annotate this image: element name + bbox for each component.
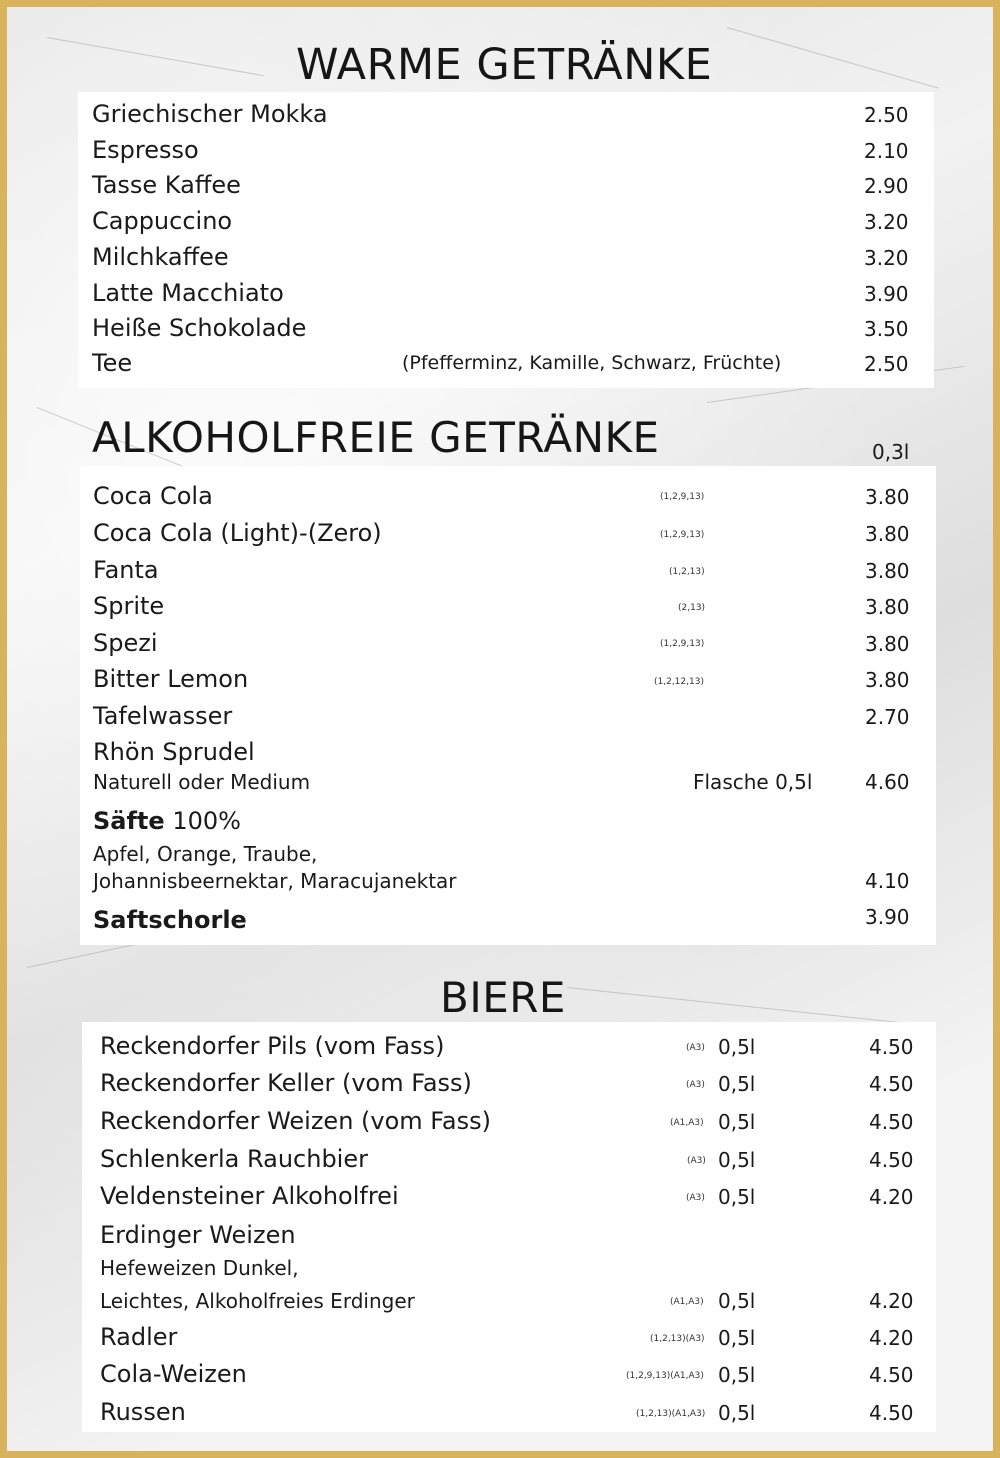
- item-price: 3.90: [865, 905, 910, 929]
- item-name: Cola-Weizen: [100, 1360, 247, 1388]
- item-price: 4.60: [865, 770, 910, 794]
- allergen-codes: (1,2,13): [669, 567, 705, 577]
- item-price: 4.50: [869, 1072, 914, 1096]
- item-price: 2.10: [864, 139, 909, 163]
- item-name: Rhön Sprudel: [93, 738, 255, 766]
- item-price: 3.80: [865, 595, 910, 619]
- item-price: 2.50: [864, 103, 909, 127]
- item-subtitle: Johannisbeernektar, Maracujanektar: [93, 869, 457, 893]
- item-name: Heiße Schokolade: [92, 314, 307, 342]
- allergen-codes: (1,2,9,13)(A1,A3): [626, 1371, 704, 1381]
- item-price: 2.70: [865, 705, 910, 729]
- allergen-codes: (1,2,9,13): [660, 639, 705, 649]
- item-price: 3.90: [864, 282, 909, 306]
- item-price: 4.20: [869, 1289, 914, 1313]
- item-name: Schlenkerla Rauchbier: [100, 1145, 368, 1173]
- marble-vein: [47, 37, 264, 76]
- item-price: 3.80: [865, 668, 910, 692]
- allergen-codes: (A3): [686, 1080, 705, 1090]
- item-price: 3.80: [865, 632, 910, 656]
- panel-alkoholfrei: [80, 466, 936, 945]
- item-size: 0,5l: [718, 1401, 756, 1425]
- item-price: 4.20: [869, 1326, 914, 1350]
- allergen-codes: (2,13): [678, 603, 706, 613]
- item-subtitle: Hefeweizen Dunkel,: [100, 1256, 299, 1280]
- item-name: Coca Cola: [93, 482, 213, 510]
- item-name: Tafelwasser: [93, 702, 233, 730]
- allergen-codes: (1,2,9,13): [660, 530, 705, 540]
- allergen-codes: (A3): [687, 1156, 706, 1166]
- item-price: 4.50: [869, 1401, 914, 1425]
- item-name: Reckendorfer Pils (vom Fass): [100, 1032, 445, 1060]
- item-size: 0,5l: [718, 1326, 756, 1350]
- item-name: Russen: [100, 1398, 186, 1426]
- item-name-bold: Säfte: [93, 807, 165, 835]
- marble-vein: [727, 27, 939, 89]
- item-price: 4.10: [865, 869, 910, 893]
- item-name: Spezi: [93, 629, 158, 657]
- item-size: 0,5l: [718, 1185, 756, 1209]
- item-name: Tasse Kaffee: [92, 171, 241, 199]
- section-heading-alkoholfrei: ALKOHOLFREIE GETRÄNKE: [92, 413, 660, 462]
- item-name: Reckendorfer Keller (vom Fass): [100, 1069, 472, 1097]
- item-price: 4.50: [869, 1110, 914, 1134]
- item-price: 3.50: [864, 317, 909, 341]
- item-subtitle: Apfel, Orange, Traube,: [93, 842, 318, 866]
- item-name: Reckendorfer Weizen (vom Fass): [100, 1107, 491, 1135]
- item-price: 2.50: [864, 352, 909, 376]
- item-name-rest: 100%: [172, 807, 241, 835]
- allergen-codes: (A3): [686, 1043, 705, 1053]
- item-price: 4.50: [869, 1363, 914, 1387]
- item-price: 3.20: [864, 246, 909, 270]
- item-price: 3.80: [865, 522, 910, 546]
- item-name: Griechischer Mokka: [92, 100, 328, 128]
- item-name: Sprite: [93, 592, 165, 620]
- item-name: Latte Macchiato: [92, 279, 284, 307]
- panel-biere: [82, 1022, 936, 1432]
- allergen-codes: (1,2,9,13): [660, 492, 705, 502]
- item-price: 4.20: [869, 1185, 914, 1209]
- item-size: 0,5l: [718, 1148, 756, 1172]
- item-note: (Pfefferminz, Kamille, Schwarz, Früchte): [402, 352, 782, 374]
- item-name: Saftschorle: [93, 906, 247, 934]
- item-price: 3.80: [865, 485, 910, 509]
- section-heading-warme: WARME GETRÄNKE: [296, 40, 713, 90]
- item-name: Erdinger Weizen: [100, 1221, 296, 1249]
- item-subtitle: Leichtes, Alkoholfreies Erdinger: [100, 1289, 415, 1313]
- item-price: 2.90: [864, 174, 909, 198]
- item-name: Coca Cola (Light)-(Zero): [93, 519, 382, 547]
- item-price: 4.50: [869, 1148, 914, 1172]
- allergen-codes: (A1,A3): [670, 1297, 704, 1307]
- item-name: Tee: [92, 349, 133, 377]
- allergen-codes: (A1,A3): [670, 1118, 704, 1128]
- panel-warme: [78, 92, 934, 388]
- item-price: 4.50: [869, 1035, 914, 1059]
- item-size: Flasche 0,5l: [693, 770, 813, 794]
- item-size: 0,5l: [718, 1035, 756, 1059]
- marble-vein: [567, 987, 925, 1026]
- allergen-codes: (1,2,12,13): [654, 677, 704, 687]
- item-size: 0,5l: [718, 1110, 756, 1134]
- allergen-codes: (1,2,13)(A3): [650, 1334, 705, 1344]
- item-size: 0,5l: [718, 1363, 756, 1387]
- item-name: Veldensteiner Alkoholfrei: [100, 1182, 399, 1210]
- item-size: 0,5l: [718, 1289, 756, 1313]
- allergen-codes: (1,2,13)(A1,A3): [636, 1409, 706, 1419]
- item-price: 3.20: [864, 210, 909, 234]
- item-subtitle: Naturell oder Medium: [93, 770, 311, 794]
- size-label: 0,3l: [872, 440, 910, 464]
- section-heading-biere: BIERE: [440, 973, 566, 1022]
- item-name: [93, 809, 241, 833]
- allergen-codes: (A3): [686, 1193, 705, 1203]
- item-name: Cappuccino: [92, 207, 233, 235]
- item-name: Milchkaffee: [92, 243, 229, 271]
- item-name: Espresso: [92, 136, 199, 164]
- item-name: Fanta: [93, 556, 159, 584]
- item-name: Bitter Lemon: [93, 665, 249, 693]
- item-size: 0,5l: [718, 1072, 756, 1096]
- item-name: Radler: [100, 1323, 178, 1351]
- item-price: 3.80: [865, 559, 910, 583]
